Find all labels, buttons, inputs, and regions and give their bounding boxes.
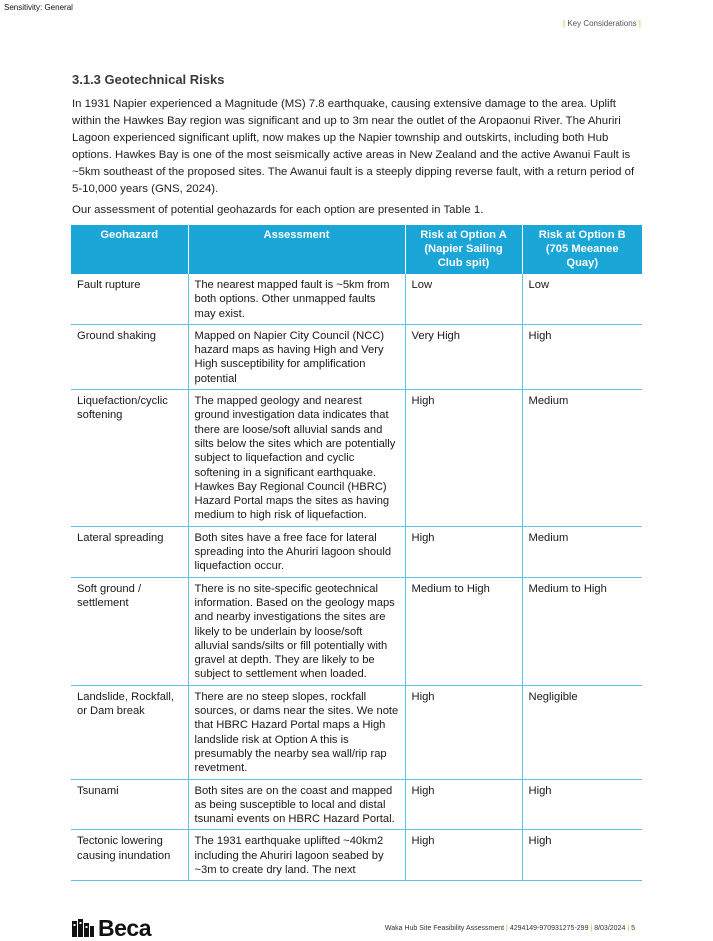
cell-geohazard: Tectonic lowering causing inundation xyxy=(71,830,188,881)
table-intro: Our assessment of potential geohazards for each option are presented in Table 1. xyxy=(72,204,484,216)
table-header-row xyxy=(71,225,642,274)
footer-divider: | xyxy=(627,925,630,932)
header-divider: | xyxy=(563,19,566,28)
cell-geohazard: Fault rupture xyxy=(71,274,188,324)
cell-risk-b: Medium xyxy=(522,390,642,527)
cell-risk-b: High xyxy=(522,830,642,881)
cell-risk-a: Very High xyxy=(405,324,522,389)
header-assessment: Assessment xyxy=(188,225,405,274)
cell-assessment: There is no site-specific geotechnical information. Based on the geology maps and nearby investigations the sites are likely to be underlain by loose/soft alluvial sands/silts or fill potentially with gravel at depth. They are likely to be subject to settlement when loaded. xyxy=(188,577,405,685)
footer-divider: | xyxy=(590,925,593,932)
cell-geohazard: Liquefaction/cyclic softening xyxy=(71,390,188,527)
cell-assessment: The nearest mapped fault is ~5km from both options. Other unmapped faults may exist. xyxy=(188,274,405,324)
footer-divider: | xyxy=(506,925,508,932)
beca-logo-text: Beca xyxy=(98,915,151,941)
geohazard-table xyxy=(71,225,642,881)
table-row xyxy=(71,526,642,577)
cell-risk-a: High xyxy=(405,526,522,577)
cell-geohazard: Ground shaking xyxy=(71,324,188,389)
cell-risk-a: Medium to High xyxy=(405,577,522,685)
cell-geohazard: Landslide, Rockfall, or Dam break xyxy=(71,685,188,779)
footer-date: 8/03/2024 xyxy=(594,925,626,932)
table-row xyxy=(71,779,642,830)
section-header xyxy=(563,19,641,28)
cell-geohazard: Tsunami xyxy=(71,779,188,830)
footer-doc-number: 4294149-970931275-299 xyxy=(509,925,589,932)
section-paragraph: In 1931 Napier experienced a Magnitude (MS) 7.8 earthquake, causing extensive damage to the area. Uplift within the Hawkes Bay region was significant and up to 3m near the outlet of the Aropaonui River. The Ahuriri Lagoon experienced significant uplift, now makes up the Napier township and outskirts, including both Hub options. Hawkes Bay is one of the most seismically active areas in New Zealand and the active Awanui Fault is ~5km southeast of the proposed sites. The Awanui fault is a steeply dipping reverse fault, with a return period of 5-10,000 years (GNS, 2024). xyxy=(72,98,635,195)
table-row xyxy=(71,274,642,324)
cell-assessment: There are no steep slopes, rockfall sources, or dams near the sites. We note that HBRC Hazard Portal maps a High landslide risk at Option A this is presumably the nearby sea wall/rip rap revetment. xyxy=(188,685,405,779)
table-row xyxy=(71,577,642,685)
header-geohazard: Geohazard xyxy=(71,225,188,274)
table-row xyxy=(71,830,642,881)
cell-assessment: Both sites have a free face for lateral spreading into the Ahuriri lagoon should liquefaction occur. xyxy=(188,526,405,577)
beca-logo xyxy=(72,916,151,940)
cell-risk-b: Medium xyxy=(522,526,642,577)
cell-assessment: Both sites are on the coast and mapped as being susceptible to local and distal tsunami events on HBRC Hazard Portal. xyxy=(188,779,405,830)
cell-assessment: Mapped on Napier City Council (NCC) hazard maps as having High and Very High susceptibility for amplification potential xyxy=(188,324,405,389)
cell-risk-a: High xyxy=(405,685,522,779)
cell-assessment: The mapped geology and nearest ground investigation data indicates that there are loose/soft alluvial sands and silts below the sites which are potentially subject to liquefaction and cyclic softening in a significant earthquake. Hawkes Bay Regional Council (HBRC) Hazard Portal maps the sites as having medium to high risk of liquefaction. xyxy=(188,390,405,527)
footer-info xyxy=(385,925,635,932)
cell-assessment: The 1931 earthquake uplifted ~40km2 including the Ahuriri lagoon seabed by ~3m to create dry land. The next xyxy=(188,830,405,881)
cell-risk-b: Negligible xyxy=(522,685,642,779)
cell-risk-b: Medium to High xyxy=(522,577,642,685)
cell-geohazard: Lateral spreading xyxy=(71,526,188,577)
cell-risk-a: High xyxy=(405,390,522,527)
section-heading: 3.1.3 Geotechnical Risks xyxy=(72,72,225,87)
header-divider: | xyxy=(638,19,641,28)
table-row xyxy=(71,685,642,779)
table-row xyxy=(71,324,642,389)
cell-risk-b: High xyxy=(522,779,642,830)
cell-risk-b: High xyxy=(522,324,642,389)
header-risk-option-a: Risk at Option A (Napier Sailing Club spit) xyxy=(405,225,522,274)
beca-logo-icon xyxy=(72,919,94,937)
header-risk-option-b: Risk at Option B (705 Meeanee Quay) xyxy=(522,225,642,274)
footer-page-number: 5 xyxy=(631,925,635,932)
cell-risk-a: Low xyxy=(405,274,522,324)
cell-risk-a: High xyxy=(405,830,522,881)
cell-geohazard: Soft ground / settlement xyxy=(71,577,188,685)
cell-risk-a: High xyxy=(405,779,522,830)
footer-report-title: Waka Hub Site Feasibility Assessment xyxy=(384,925,505,932)
sensitivity-label: Sensitivity: General xyxy=(4,3,73,12)
cell-risk-b: Low xyxy=(522,274,642,324)
table-row xyxy=(71,390,642,527)
section-header-label: Key Considerations xyxy=(567,19,637,28)
